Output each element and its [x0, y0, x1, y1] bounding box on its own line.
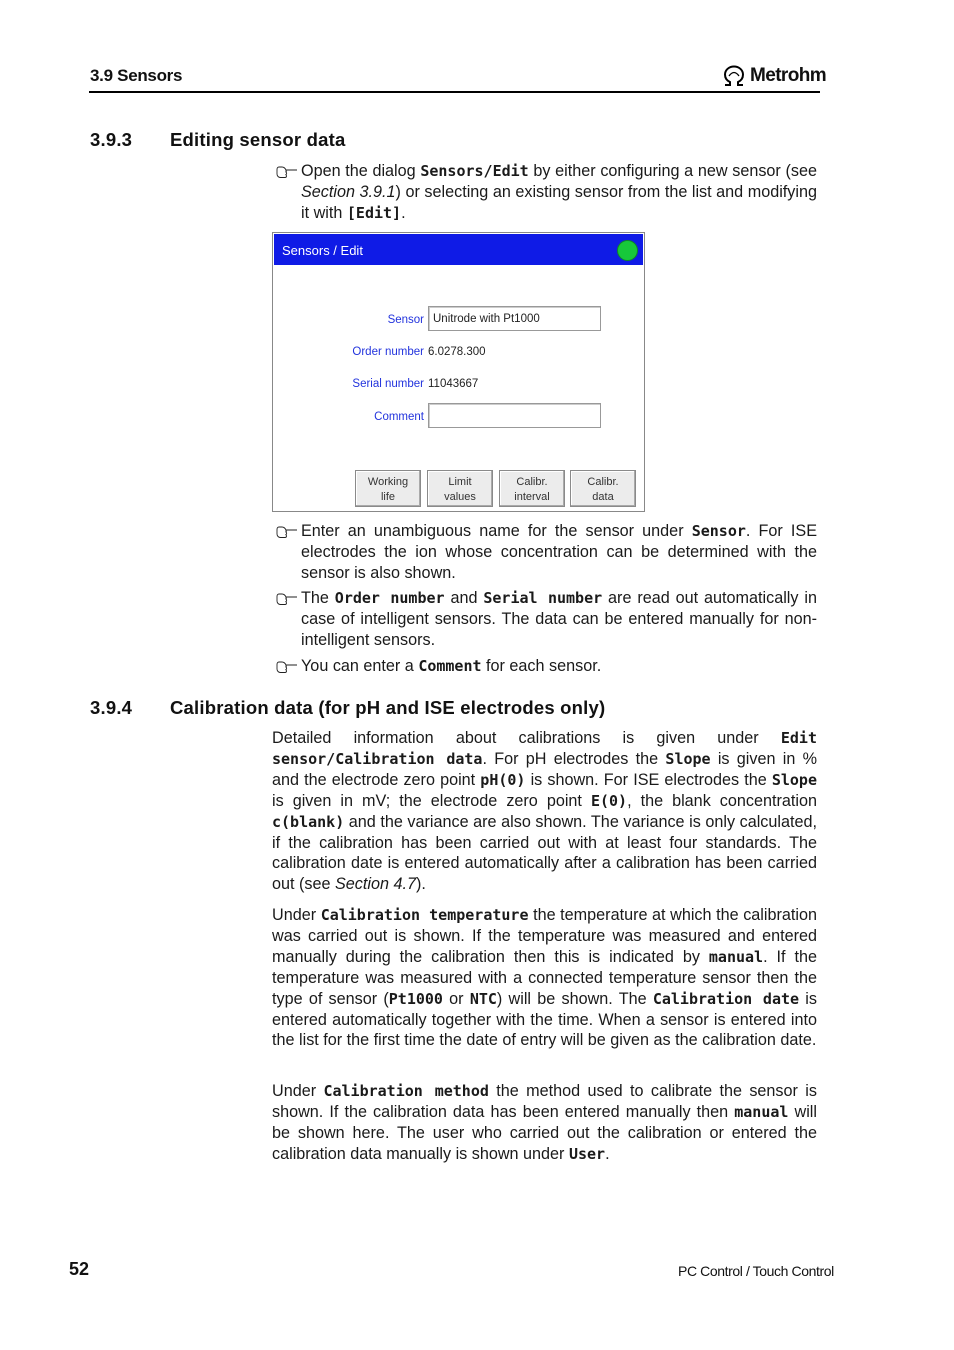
ui-term: User	[568, 1144, 606, 1163]
bullet-comment	[276, 656, 817, 677]
page-number: 52	[69, 1259, 90, 1279]
brand-name: Metrohm	[750, 65, 827, 86]
running-header-section: 3.9 Sensors	[90, 66, 183, 85]
section-heading-3-9-3	[90, 129, 345, 151]
sensors-edit-dialog	[272, 232, 645, 512]
button-label-line: Calibr.	[516, 476, 548, 488]
calibr-data-button[interactable]	[570, 470, 636, 507]
text: or	[442, 989, 470, 1008]
text: The	[301, 589, 335, 607]
button-label-line: interval	[514, 490, 550, 503]
omega-logo-icon	[722, 65, 746, 87]
section-number: 3.9.4	[90, 697, 133, 718]
paragraph-calibration-temperature	[272, 905, 817, 1051]
working-life-button[interactable]	[355, 470, 421, 507]
bullet-sensor-name	[276, 521, 817, 584]
header-rule	[89, 91, 820, 93]
ui-term: [Edit]	[346, 203, 402, 222]
calibr-interval-button[interactable]	[499, 470, 565, 507]
ui-term: pH(0)	[480, 770, 526, 789]
ui-term: Calibration date	[652, 989, 800, 1008]
text: ).	[416, 875, 426, 894]
text: is given in mV; the electrode zero point	[272, 791, 591, 810]
text: and	[444, 589, 484, 607]
text: are read out automatically in case of intelligent sensors. The data can be entered manually for non-intelligent sensors.	[301, 589, 817, 649]
text: , the blank concentration	[627, 791, 817, 810]
ui-term: Serial number	[483, 589, 603, 607]
ui-term: c(blank)	[272, 812, 345, 831]
section-heading-3-9-4	[90, 697, 605, 719]
ui-term: Edit sensor/Calibration data	[272, 729, 817, 768]
order-number-value: 6.0278.300	[428, 346, 486, 358]
ui-term: Sensor	[691, 522, 746, 540]
order-number-label[interactable]: Order number	[352, 346, 424, 358]
button-label-line: Calibr.	[587, 476, 619, 488]
text: by either configuring a new sensor (see	[528, 162, 817, 180]
pointing-hand-icon	[276, 165, 298, 179]
text: .	[605, 1144, 610, 1163]
text: Detailed information about calibrations is given under	[272, 729, 781, 747]
ui-term: Comment	[418, 657, 482, 675]
serial-number-value: 11043667	[428, 378, 479, 390]
text: will be shown here. The user who carried out the calibration or entered the calibration data manually is shown under	[272, 1102, 817, 1163]
ui-term: Sensors/Edit	[420, 162, 529, 180]
text: is shown. For ISE electrodes the	[525, 770, 772, 789]
ui-term: Slope	[665, 749, 711, 768]
sensor-field[interactable]: Unitrode with Pt1000	[428, 306, 601, 331]
button-label-line: Limit	[448, 476, 472, 488]
text: and the variance are also shown. The variance is only calculated, if the calibration has been carried out with at least four standards. The calibration date is entered automatically after a calibration has been carried out (see	[272, 812, 817, 894]
sensor-label[interactable]: Sensor	[387, 314, 424, 326]
ui-term: Slope	[771, 770, 817, 789]
text: for each sensor.	[481, 657, 602, 675]
text: is given in % and the electrode zero point	[272, 749, 817, 789]
pointing-hand-icon	[276, 660, 298, 674]
limit-values-button[interactable]	[427, 470, 493, 507]
ui-term: manual	[708, 947, 764, 966]
ui-term: NTC	[469, 989, 497, 1008]
dialog-titlebar	[274, 234, 643, 265]
text: .	[401, 203, 406, 222]
text: Enter an unambiguous name for the sensor under	[301, 522, 692, 540]
pointing-hand-icon	[276, 525, 298, 539]
pointing-hand-icon	[276, 592, 298, 606]
text: Open the dialog	[301, 162, 421, 180]
section-title: Editing sensor data	[170, 129, 346, 150]
button-label-line: life	[380, 490, 396, 503]
text: ) will be shown. The	[496, 989, 653, 1008]
text: Under	[272, 1082, 324, 1100]
status-led-icon	[617, 240, 638, 261]
text: Under	[272, 906, 321, 924]
text: You can enter a	[301, 657, 419, 675]
paragraph-calibration-method	[272, 1081, 817, 1165]
comment-field[interactable]	[428, 403, 601, 428]
text: . For ISE electrodes the ion whose concentration can be determined with the sensor is also shown.	[301, 522, 817, 582]
brand-logo	[722, 63, 826, 89]
section-title: Calibration data (for pH and ISE electrodes only)	[170, 697, 606, 718]
button-label-line: values	[444, 490, 476, 503]
bullet-open-dialog	[276, 161, 817, 224]
text: . If the temperature was measured with a connected temperature sensor then the type of sensor (	[272, 947, 817, 1008]
ui-term: Calibration method	[323, 1082, 489, 1100]
ui-term: Order number	[334, 589, 445, 607]
text: the method used to calibrate the sensor is shown. If the calibration data has been entered manually then	[272, 1082, 817, 1121]
text: ) or selecting an existing sensor from the list and modifying it with	[301, 182, 818, 222]
footer-product: PC Control / Touch Control	[678, 1263, 834, 1279]
text: . For pH electrodes the	[482, 749, 666, 768]
section-reference: Section 4.7	[335, 875, 416, 894]
ui-term: manual	[734, 1102, 789, 1121]
ui-term: Pt1000	[388, 989, 443, 1008]
section-reference: Section 3.9.1	[301, 182, 396, 201]
paragraph-calibration-data	[272, 728, 817, 895]
comment-label[interactable]: Comment	[374, 411, 424, 423]
section-number: 3.9.3	[90, 129, 133, 150]
ui-term: E(0)	[590, 791, 628, 810]
text: is entered automatically together with the time. When a sensor is entered into the list for the first time the date of entry will be given as the calibration date.	[272, 989, 817, 1050]
bullet-order-serial	[276, 588, 817, 651]
serial-number-label[interactable]: Serial number	[352, 378, 424, 390]
button-label-line: data	[592, 490, 614, 503]
text: the temperature at which the calibration was carried out is shown. If the temperature was measured and entered manually during the calibration then this is indicated by	[272, 906, 817, 966]
ui-term: Calibration temperature	[320, 906, 529, 924]
button-label-line: Working	[367, 476, 409, 488]
dialog-title: Sensors / Edit	[282, 243, 363, 258]
